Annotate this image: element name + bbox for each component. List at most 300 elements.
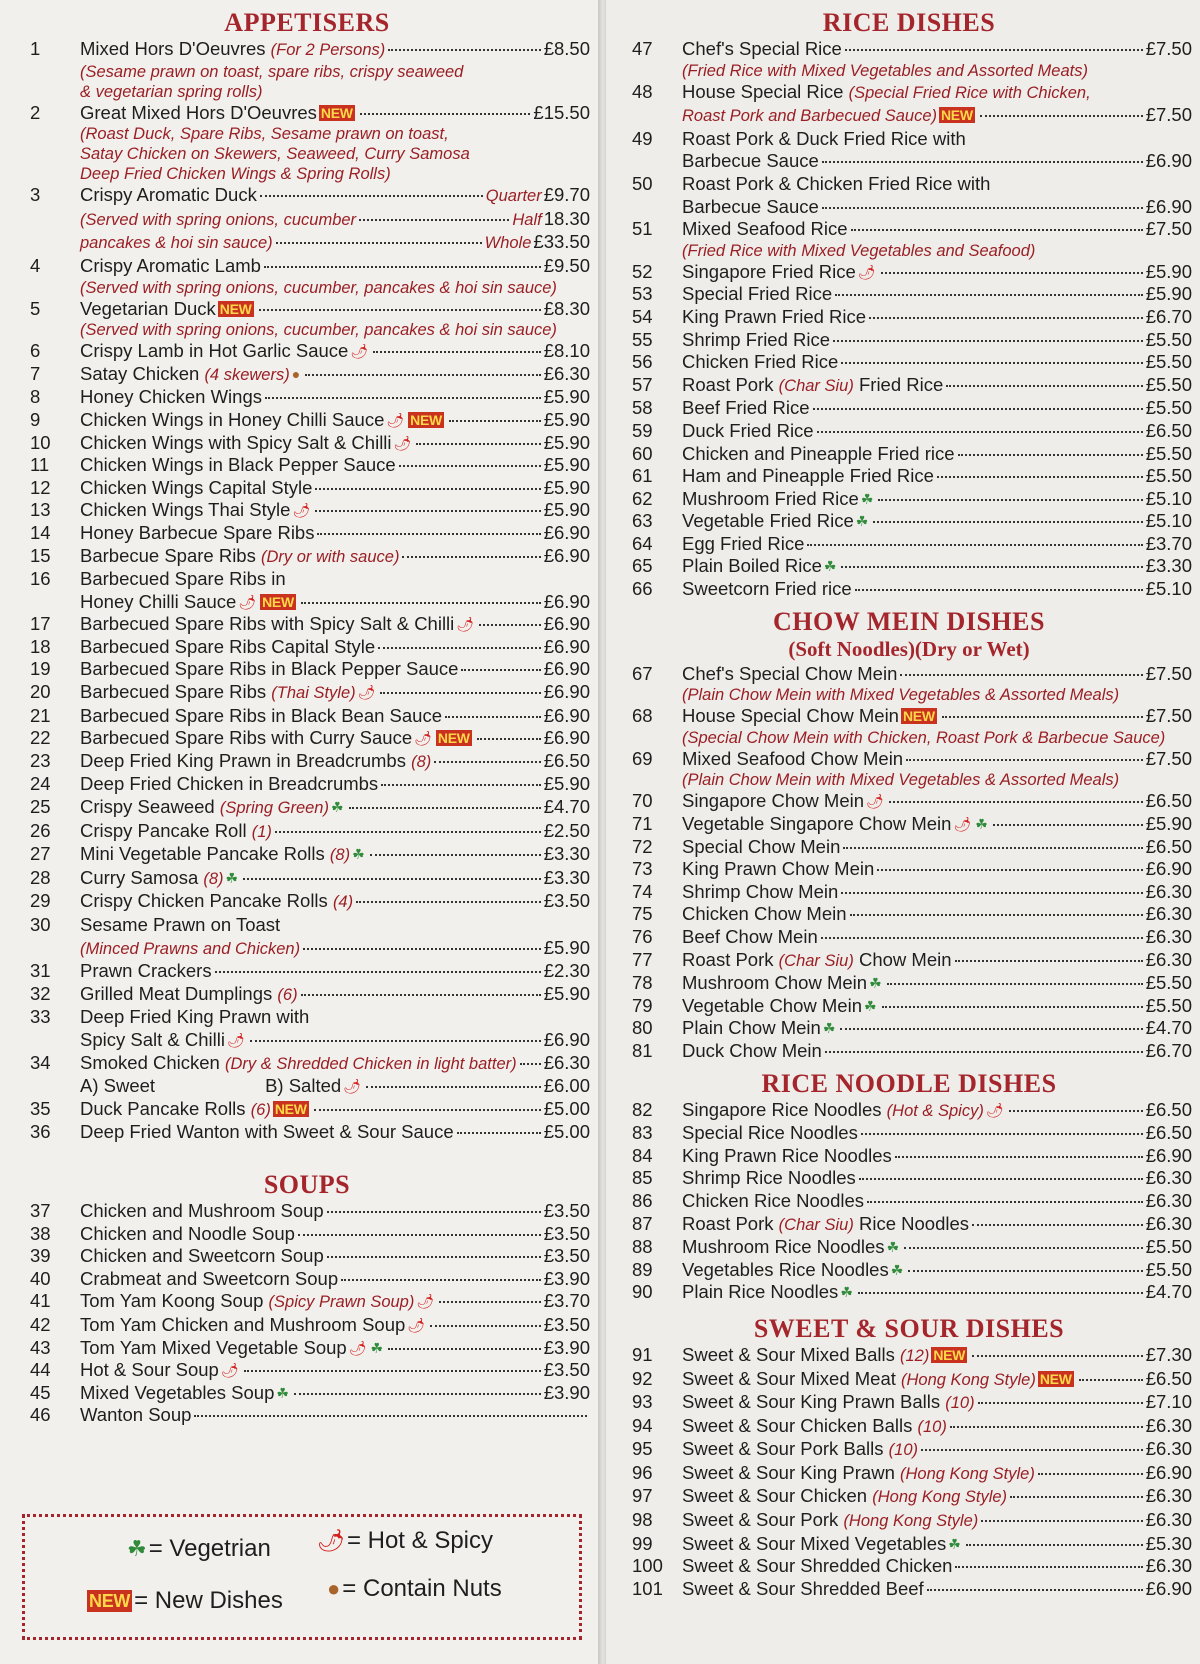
item-name — [682, 1368, 1076, 1392]
new-badge: NEW — [437, 730, 470, 747]
item-body — [682, 949, 1192, 973]
item-row — [682, 1533, 1192, 1556]
item-note: (For 2 Persons) — [270, 41, 386, 59]
leader-dots — [1079, 1379, 1143, 1381]
menu-item — [626, 1344, 1192, 1368]
item-name — [80, 432, 413, 455]
item-price: £6.30 — [1145, 1438, 1192, 1460]
item-body — [682, 1236, 1192, 1259]
menu-item — [626, 836, 1192, 859]
item-number: 7 — [30, 362, 41, 384]
item-price: £6.30 — [1145, 1167, 1192, 1189]
chilli-icon: 🌶 — [393, 434, 412, 451]
item-row — [682, 128, 1192, 151]
item-note: (10) — [917, 1417, 947, 1436]
item-note: (Char Siu) — [778, 376, 854, 395]
menu-item — [626, 283, 1192, 306]
item-name — [80, 960, 212, 983]
item-price: £5.90 — [543, 773, 590, 795]
leader-dots — [381, 784, 541, 786]
item-name-text: Mixed Seafood Chow Mein — [682, 747, 904, 769]
item-price: £7.50 — [1145, 104, 1192, 126]
rice-noodle-list — [626, 1099, 1192, 1304]
menu-item — [24, 890, 590, 914]
item-name-text: Chicken Fried Rice — [682, 351, 839, 373]
item-name — [682, 836, 840, 859]
item-body — [80, 914, 590, 960]
item-row — [80, 820, 590, 844]
item-name — [80, 820, 272, 844]
item-name — [80, 1314, 427, 1337]
item-note: (Hot & Spicy) — [886, 1101, 984, 1120]
item-name — [80, 1052, 517, 1076]
item-body — [80, 477, 590, 500]
item-body — [80, 681, 590, 705]
item-name-text: Singapore Chow Mein — [682, 790, 865, 812]
item-price: £5.90 — [543, 499, 590, 521]
chilli-icon: 🌶 — [292, 502, 311, 519]
vegetarian-icon: ☘ — [840, 1284, 853, 1301]
item-price: £6.90 — [543, 681, 590, 703]
item-body — [80, 960, 590, 983]
item-price: £3.30 — [543, 843, 590, 865]
menu-item — [24, 568, 590, 613]
item-note: (10) — [945, 1394, 975, 1413]
menu-item — [626, 705, 1192, 748]
item-price: £6.90 — [1145, 858, 1192, 880]
item-row — [80, 867, 590, 891]
item-price: £6.90 — [1145, 195, 1192, 217]
item-number: 25 — [30, 796, 51, 818]
item-number: 100 — [632, 1555, 663, 1577]
item-name — [80, 1245, 324, 1268]
new-badge: NEW — [89, 1591, 131, 1611]
item-name-text: Curry Samosa — [80, 866, 199, 888]
item-price: £3.70 — [543, 1290, 590, 1312]
item-desc: (Roast Duck, Spare Ribs, Sesame prawn on toast, — [80, 125, 449, 144]
item-number: 42 — [30, 1313, 51, 1335]
item-name-text: Mixed Seafood Rice — [682, 218, 848, 240]
item-name — [682, 465, 934, 488]
item-body — [682, 995, 1192, 1018]
item-price: £9.70 — [543, 184, 590, 206]
item-price: £5.00 — [543, 1097, 590, 1119]
item-body — [80, 102, 590, 185]
item-number: 69 — [632, 747, 653, 769]
leader-dots — [1009, 1110, 1143, 1112]
portion-label: Quarter — [485, 187, 542, 206]
leader-dots — [366, 1086, 541, 1088]
item-note: (Minced Prawns and Chicken) — [80, 939, 301, 958]
item-name-text: Mushroom Fried Rice — [682, 487, 859, 509]
item-body — [80, 184, 590, 255]
menu-item — [24, 843, 590, 867]
item-name — [80, 890, 353, 914]
item-row — [80, 1245, 590, 1268]
item-option: B) Salted — [265, 1075, 342, 1097]
item-row — [682, 1509, 1192, 1533]
item-name — [80, 1268, 338, 1291]
item-name — [682, 1462, 1035, 1486]
item-body — [80, 727, 590, 750]
item-name — [80, 983, 298, 1007]
item-body — [80, 1006, 590, 1051]
item-number: 4 — [30, 254, 41, 276]
item-price: £6.30 — [1145, 1414, 1192, 1436]
item-number: 41 — [30, 1290, 51, 1312]
item-body — [682, 1040, 1192, 1063]
chilli-icon: 🌶 — [386, 411, 405, 428]
item-price: £5.50 — [1145, 442, 1192, 464]
item-name — [682, 1122, 858, 1145]
leader-dots — [430, 1325, 541, 1327]
item-body — [682, 903, 1192, 926]
menu-item — [626, 306, 1192, 329]
item-note: (Dry or with sauce) — [261, 547, 400, 566]
menu-item — [626, 1213, 1192, 1237]
item-price: £5.50 — [1145, 994, 1192, 1016]
item-name — [80, 454, 396, 477]
item-price: £6.30 — [543, 362, 590, 384]
menu-item — [626, 949, 1192, 973]
menu-item — [24, 1223, 590, 1246]
item-name — [682, 329, 830, 352]
item-row — [682, 1485, 1192, 1509]
item-row — [682, 38, 1192, 61]
menu-item — [626, 38, 1192, 81]
item-price: £6.30 — [1145, 948, 1192, 970]
item-body — [682, 510, 1192, 533]
new-badge: NEW — [941, 107, 973, 124]
menu-item — [626, 555, 1192, 578]
leader-dots — [445, 716, 541, 718]
item-row — [80, 681, 590, 705]
leader-dots — [825, 1051, 1143, 1053]
leader-dots — [461, 669, 540, 671]
item-row — [682, 397, 1192, 420]
item-body — [682, 173, 1192, 218]
item-number: 77 — [632, 948, 653, 970]
item-row — [682, 555, 1192, 578]
item-number: 49 — [632, 127, 653, 149]
item-price: £5.90 — [543, 476, 590, 498]
menu-item — [24, 773, 590, 796]
item-note: (Char Siu) — [778, 1215, 854, 1234]
item-name-text: Sweet & Sour Shredded Chicken — [682, 1555, 953, 1577]
vegetarian-icon: ☘ — [860, 490, 874, 507]
item-row — [682, 1438, 1192, 1462]
item-name — [682, 374, 943, 398]
leader-dots — [215, 971, 541, 973]
item-row — [80, 231, 590, 255]
menu-item — [626, 1190, 1192, 1213]
item-name — [80, 255, 261, 278]
item-name-text: King Prawn Fried Rice — [682, 305, 867, 327]
item-name — [682, 1415, 947, 1439]
item-price: £2.50 — [543, 819, 590, 841]
chilli-icon: 🌶 — [343, 1078, 361, 1095]
item-name-text: Chicken Wings with Spicy Salt & Chilli — [80, 431, 392, 453]
item-number: 92 — [632, 1367, 653, 1389]
item-row — [80, 773, 590, 796]
menu-item — [626, 397, 1192, 420]
item-row — [80, 843, 590, 867]
item-name-text: Sweet & Sour King Prawn Balls — [682, 1391, 941, 1413]
item-number: 22 — [30, 727, 51, 749]
item-number: 67 — [632, 662, 653, 684]
item-desc: pancakes & hoi sin sauce) — [80, 234, 273, 253]
item-name — [682, 1533, 963, 1556]
item-row — [682, 1344, 1192, 1368]
item-options-row — [80, 1075, 590, 1098]
item-row — [682, 1099, 1192, 1123]
item-price: £5.50 — [1145, 373, 1192, 395]
item-price: £6.30 — [1145, 1189, 1192, 1211]
chilli-icon: 🌶 — [456, 616, 475, 633]
item-number: 90 — [632, 1281, 653, 1303]
new-badge: NEW — [262, 593, 294, 610]
item-price: £7.50 — [1145, 38, 1192, 59]
leader-dots — [873, 521, 1142, 523]
chilli-icon: 🌶 — [226, 1031, 245, 1048]
item-name — [682, 351, 838, 374]
item-name — [80, 914, 280, 937]
menu-page-right — [606, 0, 1200, 1664]
item-body — [682, 1368, 1192, 1392]
item-row — [80, 432, 590, 455]
item-body — [80, 522, 590, 545]
item-row — [80, 636, 590, 659]
item-number: 51 — [632, 218, 653, 240]
item-name — [682, 995, 879, 1018]
vegetarian-icon: ☘ — [822, 1020, 836, 1037]
item-price: £6.00 — [543, 1075, 590, 1097]
item-number: 68 — [632, 705, 653, 727]
item-row — [80, 363, 590, 387]
item-name-text: Special Rice Noodles — [682, 1122, 858, 1144]
item-name — [682, 420, 814, 443]
item-name-text: Barbecued Spare Ribs — [80, 681, 267, 703]
item-name-text: Spicy Salt & Chilli — [80, 1028, 225, 1050]
leader-dots — [260, 195, 483, 197]
item-number: 20 — [30, 681, 51, 703]
item-name-text: Chow Mein — [858, 948, 952, 970]
item-name-text: Crabmeat and Sweetcorn Soup — [80, 1267, 339, 1289]
menu-item — [626, 1017, 1192, 1040]
item-name — [682, 1017, 837, 1040]
menu-item — [626, 374, 1192, 398]
section-title-appetisers: APPETISERS — [224, 8, 390, 37]
item-price: £5.90 — [543, 386, 590, 408]
item-number: 2 — [30, 101, 41, 123]
leader-dots — [416, 443, 540, 445]
item-body — [80, 705, 590, 728]
item-row — [682, 1122, 1192, 1145]
leader-dots — [439, 1301, 541, 1303]
item-note: Roast Pork and Barbecued Sauce) — [682, 107, 937, 126]
item-note: (8) — [203, 869, 224, 888]
leader-dots — [851, 229, 1143, 231]
leader-dots — [301, 602, 541, 604]
menu-item — [24, 1337, 590, 1360]
menu-item — [626, 173, 1192, 218]
vegetarian-icon: ☘ — [863, 997, 877, 1014]
item-number: 82 — [632, 1098, 653, 1120]
leader-dots — [477, 738, 541, 740]
chilli-icon: 🌶 — [348, 1339, 367, 1356]
item-body — [682, 329, 1192, 352]
menu-item — [626, 926, 1192, 949]
item-desc: (Sesame prawn on toast, spare ribs, crispy seaweed — [80, 62, 464, 81]
menu-item — [626, 578, 1192, 601]
leader-dots — [388, 1348, 541, 1350]
leader-dots — [194, 1415, 587, 1417]
menu-item — [626, 1040, 1192, 1063]
chilli-icon: 🌶 — [953, 816, 972, 833]
menu-item — [24, 38, 590, 102]
item-note: (Thai Style) — [271, 684, 356, 703]
menu-item — [24, 983, 590, 1007]
chow-mein-list — [626, 663, 1192, 1063]
item-row — [80, 890, 590, 914]
item-row — [80, 591, 590, 614]
item-name — [80, 1098, 311, 1122]
item-body — [682, 533, 1192, 556]
menu-item — [626, 351, 1192, 374]
item-note: (Hong Kong Style) — [901, 1370, 1036, 1389]
item-name-text: Sweet & Sour Chicken Balls — [682, 1414, 913, 1436]
leader-dots — [360, 113, 531, 115]
item-price: £6.70 — [1145, 305, 1192, 327]
item-name-text: Honey Chicken Wings — [80, 386, 262, 408]
leader-dots — [955, 1566, 1142, 1568]
item-name — [80, 1359, 241, 1382]
item-row — [682, 261, 1192, 284]
item-name — [80, 727, 474, 750]
item-price: £3.50 — [543, 1199, 590, 1221]
item-name — [682, 1485, 1007, 1509]
item-desc: (Served with spring onions, cucumber, pancakes & hoi sin sauce) — [80, 321, 557, 340]
item-price: £6.90 — [543, 544, 590, 566]
item-number: 97 — [632, 1485, 653, 1507]
menu-item — [626, 1462, 1192, 1486]
item-row — [682, 748, 1192, 771]
item-row — [80, 750, 590, 774]
item-name — [80, 1290, 436, 1314]
item-row — [80, 1006, 590, 1029]
item-name — [80, 1200, 324, 1223]
leader-dots — [908, 1270, 1142, 1272]
leader-dots — [457, 1132, 541, 1134]
item-name — [682, 283, 832, 306]
item-price: £5.90 — [1145, 260, 1192, 282]
item-price: £6.90 — [1145, 1577, 1192, 1599]
item-number: 56 — [632, 351, 653, 373]
item-price: £5.50 — [1145, 328, 1192, 350]
item-name — [80, 363, 302, 387]
item-row — [80, 705, 590, 728]
leader-dots — [822, 161, 1143, 163]
leader-dots — [380, 692, 540, 694]
item-number: 99 — [632, 1532, 653, 1554]
item-row — [682, 1040, 1192, 1063]
item-row — [80, 38, 590, 62]
item-price: £6.30 — [1145, 880, 1192, 902]
item-number: 40 — [30, 1267, 51, 1289]
leader-dots — [265, 397, 541, 399]
item-row — [80, 545, 590, 569]
menu-item — [626, 81, 1192, 128]
item-row — [80, 1404, 590, 1427]
item-name — [682, 128, 966, 151]
item-price: £8.50 — [543, 38, 590, 59]
item-body — [682, 1122, 1192, 1145]
leader-dots — [980, 115, 1143, 117]
menu-item — [24, 613, 590, 636]
item-body — [80, 796, 590, 820]
leader-dots — [867, 1201, 1143, 1203]
portion-label: Whole — [484, 234, 532, 253]
item-name — [682, 261, 878, 284]
item-number: 38 — [30, 1222, 51, 1244]
item-name-text: Roast Pork — [682, 373, 774, 395]
item-name-text: Barbecue Spare Ribs — [80, 544, 256, 566]
item-row — [80, 1200, 590, 1223]
leader-dots — [993, 824, 1143, 826]
item-name — [682, 1236, 901, 1259]
item-number: 14 — [30, 521, 51, 543]
item-name-text: Roast Pork — [682, 948, 774, 970]
item-note: (Char Siu) — [778, 951, 854, 970]
leader-dots — [978, 1402, 1143, 1404]
item-name-text: Special Chow Mein — [682, 835, 841, 857]
menu-item — [626, 1485, 1192, 1509]
leader-dots — [327, 1256, 541, 1258]
legend-veg-label: = Vegetrian — [148, 1535, 271, 1562]
item-number: 33 — [30, 1006, 51, 1028]
menu-item — [626, 881, 1192, 904]
item-body — [682, 1438, 1192, 1462]
item-row — [80, 298, 590, 321]
item-name — [682, 578, 852, 601]
menu-item — [24, 1121, 590, 1144]
menu-item — [24, 1268, 590, 1291]
menu-item — [626, 995, 1192, 1018]
item-name — [682, 1438, 918, 1462]
item-body — [682, 1099, 1192, 1123]
item-price: £6.90 — [543, 635, 590, 657]
item-row — [80, 914, 590, 937]
legend-hot — [315, 1527, 493, 1555]
item-number: 47 — [632, 38, 653, 59]
item-price: £6.90 — [543, 590, 590, 612]
item-row — [682, 173, 1192, 196]
item-price: £6.30 — [543, 1051, 590, 1073]
item-row — [80, 937, 590, 961]
item-number: 32 — [30, 982, 51, 1004]
item-name-text: Roast Pork & Chicken Fried Rice with — [682, 172, 991, 194]
item-note: (Hong Kong Style) — [843, 1512, 979, 1531]
item-name-text: Chicken Rice Noodles — [682, 1189, 865, 1211]
item-row — [682, 465, 1192, 488]
item-number: 62 — [632, 487, 653, 509]
item-price: £4.70 — [543, 796, 590, 818]
menu-item — [626, 510, 1192, 533]
menu-item — [626, 790, 1192, 813]
item-name-text: Mixed Vegetables Soup — [80, 1381, 275, 1403]
item-note: (Dry & Shredded Chicken in light batter) — [224, 1054, 517, 1073]
item-body — [80, 1337, 590, 1360]
